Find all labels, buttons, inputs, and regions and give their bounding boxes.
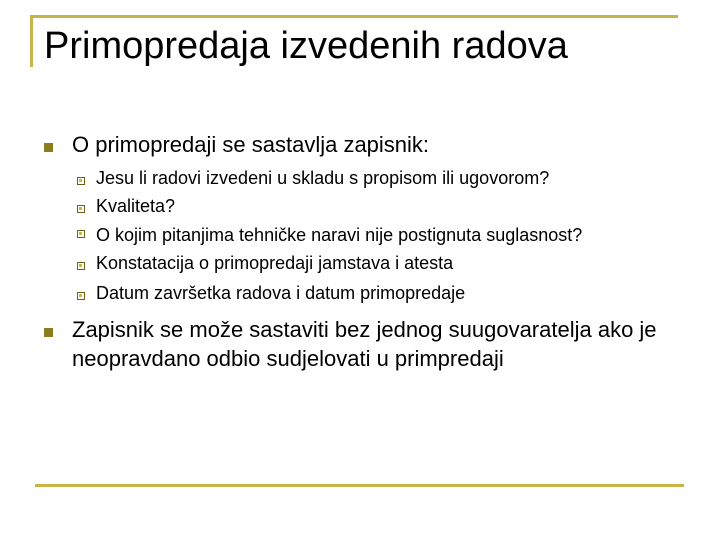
filled-square-icon xyxy=(44,328,53,337)
hollow-square-icon xyxy=(77,292,85,300)
left-frame-rule xyxy=(30,15,33,67)
sub-bullet-text-4: Konstatacija o primopredaji jamstava i atesta xyxy=(96,253,454,273)
filled-square-icon xyxy=(44,143,53,152)
sub-bullet-text-3: O kojim pitanjima tehničke naravi nije postignuta suglasnost? xyxy=(96,225,583,245)
sub-bullet-list xyxy=(72,163,700,309)
sub-bullet-item-4 xyxy=(72,248,700,279)
sub-bullet-text-2: Kvaliteta? xyxy=(96,196,176,216)
bullet-item-2 xyxy=(40,315,712,373)
bullet-text-2: Zapisnik se može sastaviti bez jednog suugovaratelja ako je neopravdano odbio sudjelovati u primpredaji xyxy=(72,317,657,371)
bullet-item-1 xyxy=(40,130,700,159)
sub-bullet-item-3 xyxy=(72,220,616,250)
sub-bullet-item-5 xyxy=(72,278,700,309)
hollow-square-icon xyxy=(77,177,85,185)
sub-bullet-text-1: Jesu li radovi izvedeni u skladu s propisom ili ugovorom? xyxy=(96,168,550,188)
hollow-square-icon xyxy=(77,262,85,270)
slide-title: Primopredaja izvedenih radova xyxy=(44,25,568,67)
sub-bullet-item-1 xyxy=(72,163,700,194)
sub-bullet-item-2 xyxy=(72,191,700,222)
slide-content xyxy=(40,130,700,373)
top-frame-rule xyxy=(30,15,678,18)
bullet-text-1: O primopredaji se sastavlja zapisnik: xyxy=(72,132,430,157)
bottom-frame-rule xyxy=(35,484,684,487)
hollow-square-icon xyxy=(77,230,85,238)
hollow-square-icon xyxy=(77,205,85,213)
sub-bullet-text-5: Datum završetka radova i datum primopredaje xyxy=(96,283,466,303)
